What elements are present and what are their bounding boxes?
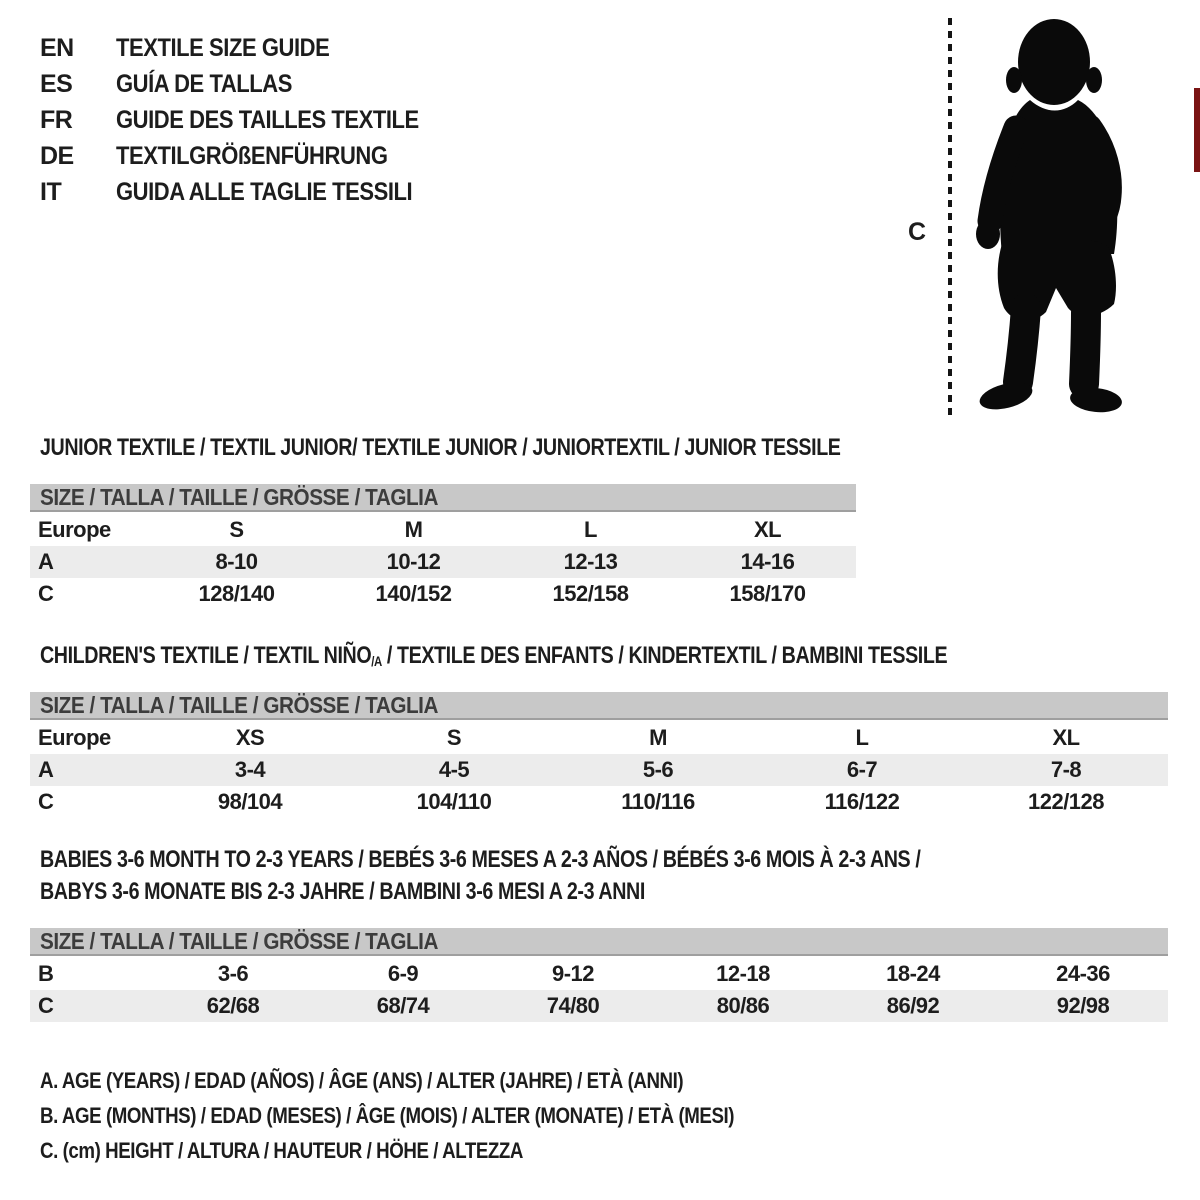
language-title-block bbox=[40, 30, 460, 210]
children-section-title bbox=[40, 642, 1146, 670]
language-code: IT bbox=[40, 177, 62, 206]
size-cell: XL bbox=[1052, 725, 1080, 750]
note-age-months: B. AGE (MONTHS) / EDAD (MESES) / ÂGE (MOIS) / ALTER (MONATE) / ETÀ (MESI) bbox=[40, 1103, 735, 1128]
height-cell: 128/140 bbox=[198, 581, 275, 606]
height-dashed-line bbox=[948, 18, 952, 416]
table-row-height bbox=[30, 786, 1168, 818]
months-cell: 9-12 bbox=[551, 961, 595, 986]
table-row-height bbox=[30, 578, 856, 610]
size-header-text: SIZE / TALLA / TAILLE / GRÖSSE / TAGLIA bbox=[40, 927, 438, 954]
size-header-bar bbox=[30, 928, 1168, 956]
language-label: GUIDE DES TAILLES TEXTILE bbox=[116, 105, 419, 134]
table-row-months bbox=[30, 958, 1168, 990]
language-row-es bbox=[40, 66, 460, 102]
age-cell: 12-13 bbox=[563, 549, 618, 574]
height-cell: 98/104 bbox=[217, 789, 283, 814]
height-cell: 68/74 bbox=[376, 993, 430, 1018]
size-header-bar bbox=[30, 484, 856, 512]
size-header-text: SIZE / TALLA / TAILLE / GRÖSSE / TAGLIA bbox=[40, 691, 438, 718]
junior-section-title-text: JUNIOR TEXTILE / TEXTIL JUNIOR/ TEXTILE JUNIOR / JUNIORTEXTIL / JUNIOR TESSILE bbox=[40, 434, 841, 461]
months-cell: 12-18 bbox=[716, 961, 770, 986]
children-size-table bbox=[30, 692, 1168, 818]
babies-section-title-text: BABYS 3-6 MONATE BIS 2-3 JAHRE / BAMBINI 3-6 MESI A 2-3 ANNI bbox=[40, 878, 645, 905]
age-cell: 7-8 bbox=[1050, 757, 1082, 782]
language-label: TEXTILGRÖßENFÜHRUNG bbox=[116, 141, 388, 170]
language-row-en bbox=[40, 30, 460, 66]
size-cell: L bbox=[584, 517, 597, 542]
row-label: C bbox=[38, 993, 54, 1018]
height-cell: 74/80 bbox=[546, 993, 600, 1018]
babies-section-title-text: BABIES 3-6 MONTH TO 2-3 YEARS / BEBÉS 3-6 MESES A 2-3 AÑOS / BÉBÉS 3-6 MOIS À 2-3 ANS / bbox=[40, 846, 921, 873]
babies-size-table bbox=[30, 928, 1168, 1022]
table-row-age bbox=[30, 754, 1168, 786]
language-code: DE bbox=[40, 141, 74, 170]
table-row-height bbox=[30, 990, 1168, 1022]
edge-accent-bar bbox=[1194, 88, 1200, 172]
age-cell: 14-16 bbox=[740, 549, 795, 574]
children-section-title-text: CHILDREN'S TEXTILE / TEXTIL NIÑO/A / TEXTILE DES ENFANTS / KINDERTEXTIL / BAMBINI TESSILE bbox=[40, 642, 948, 669]
language-label: GUÍA DE TALLAS bbox=[116, 69, 292, 98]
junior-size-table bbox=[30, 484, 856, 610]
size-cell: XS bbox=[235, 725, 265, 750]
age-cell: 8-10 bbox=[215, 549, 258, 574]
height-cell: 86/92 bbox=[886, 993, 940, 1018]
row-label: Europe bbox=[38, 725, 111, 750]
language-label: GUIDA ALLE TAGLIE TESSILI bbox=[116, 177, 413, 206]
language-row-de bbox=[40, 138, 460, 174]
age-cell: 6-7 bbox=[846, 757, 878, 782]
height-cell: 122/128 bbox=[1027, 789, 1105, 814]
months-cell: 18-24 bbox=[886, 961, 940, 986]
height-cell: 104/110 bbox=[416, 789, 492, 814]
age-cell: 10-12 bbox=[386, 549, 441, 574]
height-measure-label: C bbox=[908, 218, 927, 246]
table-row-europe bbox=[30, 722, 1168, 754]
months-cell: 6-9 bbox=[387, 961, 419, 986]
legend-notes bbox=[40, 1068, 857, 1173]
height-cell: 110/116 bbox=[621, 789, 695, 814]
language-code: FR bbox=[40, 105, 73, 134]
row-label: C bbox=[38, 581, 54, 606]
row-label: A bbox=[38, 757, 54, 782]
row-label: B bbox=[38, 961, 54, 986]
note-height-cm: C. (cm) HEIGHT / ALTURA / HAUTEUR / HÖHE / ALTEZZA bbox=[40, 1138, 523, 1163]
height-cell: 62/68 bbox=[206, 993, 260, 1018]
language-label: TEXTILE SIZE GUIDE bbox=[116, 33, 330, 62]
age-cell: 4-5 bbox=[438, 757, 470, 782]
age-cell: 5-6 bbox=[642, 757, 674, 782]
height-cell: 158/170 bbox=[729, 581, 806, 606]
note-age-years: A. AGE (YEARS) / EDAD (AÑOS) / ÂGE (ANS) / ALTER (JAHRE) / ETÀ (ANNI) bbox=[40, 1068, 684, 1093]
size-header-bar bbox=[30, 692, 1168, 720]
row-label: Europe bbox=[38, 517, 111, 542]
height-cell: 140/152 bbox=[375, 581, 452, 606]
nino-a-subscript: /A bbox=[371, 652, 382, 669]
size-cell: S bbox=[446, 725, 462, 750]
babies-section-title-line2 bbox=[40, 878, 778, 906]
table-row-europe bbox=[30, 514, 856, 546]
size-cell: M bbox=[649, 725, 667, 750]
size-cell: XL bbox=[753, 517, 782, 542]
size-header-text: SIZE / TALLA / TAILLE / GRÖSSE / TAGLIA bbox=[40, 483, 438, 510]
toddler-silhouette-icon bbox=[966, 16, 1138, 418]
months-cell: 3-6 bbox=[217, 961, 249, 986]
language-code: ES bbox=[40, 69, 73, 98]
row-label: C bbox=[38, 789, 54, 814]
language-code: EN bbox=[40, 33, 74, 62]
height-cell: 80/86 bbox=[716, 993, 770, 1018]
language-row-it bbox=[40, 174, 460, 210]
language-row-fr bbox=[40, 102, 460, 138]
height-cell: 116/122 bbox=[824, 789, 900, 814]
table-row-age bbox=[30, 546, 856, 578]
row-label: A bbox=[38, 549, 54, 574]
size-cell: S bbox=[229, 517, 244, 542]
size-cell: M bbox=[404, 517, 423, 542]
height-cell: 152/158 bbox=[552, 581, 629, 606]
height-cell: 92/98 bbox=[1056, 993, 1110, 1018]
months-cell: 24-36 bbox=[1056, 961, 1110, 986]
babies-section-title-line1 bbox=[40, 846, 1114, 874]
age-cell: 3-4 bbox=[234, 757, 266, 782]
size-cell: L bbox=[855, 725, 869, 750]
junior-section-title bbox=[40, 434, 1016, 462]
